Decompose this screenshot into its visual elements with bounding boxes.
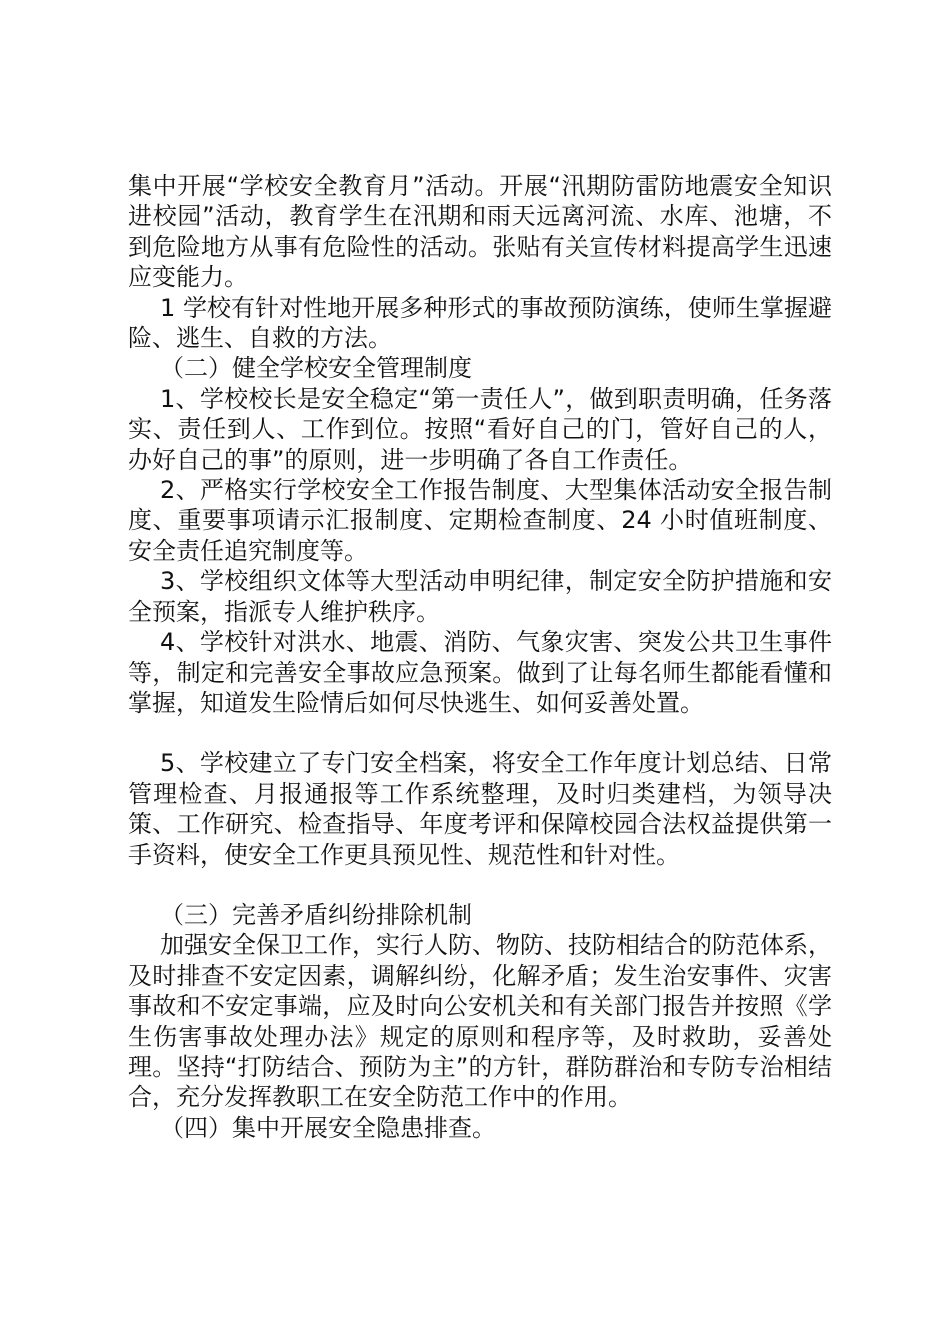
section-heading-dispute-mechanism: （三）完善矛盾纠纷排除机制 [160,900,472,929]
paragraph-principal-responsibility: 1、学校校长是安全稳定“第一责任人”，做到职责明确，任务落实、责任到人、工作到位。按照“看好自己的门，管好自己的人，办好自己的事”的原则，进一步明确了各自工作责任。 [128,384,832,474]
section-heading-hazard-inspection: （四）集中开展安全隐患排查。 [160,1113,496,1142]
paragraph-reporting-systems: 2、严格实行学校安全工作报告制度、大型集体活动安全报告制度、重要事项请示汇报制度、定期检查制度、24 小时值班制度、安全责任追究制度等。 [128,476,832,565]
paragraph-large-activities: 3、学校组织文体等大型活动申明纪律，制定安全防护措施和安全预案，指派专人维护秩序。 [128,567,832,626]
paragraph-safety-archives: 5、学校建立了专门安全档案，将安全工作年度计划总结、日常管理检查、月报通报等工作系统整理，及时归类建档，为领导决策、工作研究、检查指导、年度考评和保障校园合法权益提供第一手资料，使安全工作更具预见性、规范性和针对性。 [128,749,832,869]
document-body [128,171,832,1143]
paragraph-safety-education-month: 集中开展“学校安全教育月”活动。开展“汛期防雷防地震安全知识进校园”活动，教育学生在汛期和雨天远离河流、水库、池塘，不到危险地方从事有危险性的活动。张贴有关宣传材料提高学生迅速应变能力。 [128,172,832,292]
section-heading-management-system: （二）健全学校安全管理制度 [160,354,472,383]
paragraph-security-work: 加强安全保卫工作，实行人防、物防、技防相结合的防范体系，及时排查不安定因素，调解纠纷，化解矛盾；发生治安事件、灾害事故和不安定事端，应及时向公安机关和有关部门报告并按照《学生伤害事故处理办法》规定的原则和程序等，及时救助，妥善处理。坚持“打防结合、预防为主”的方针，群防群治和专防专治相结合，充分发挥教职工在安全防范工作中的作用。 [128,931,832,1112]
paragraph-emergency-plans: 4、学校针对洪水、地震、消防、气象灾害、突发公共卫生事件等，制定和完善安全事故应急预案。做到了让每名师生都能看懂和掌握，知道发生险情后如何尽快逃生、如何妥善处置。 [128,628,832,717]
paragraph-accident-drills: 1 学校有针对性地开展多种形式的事故预防演练，使师生掌握避险、逃生、自救的方法。 [128,293,832,353]
